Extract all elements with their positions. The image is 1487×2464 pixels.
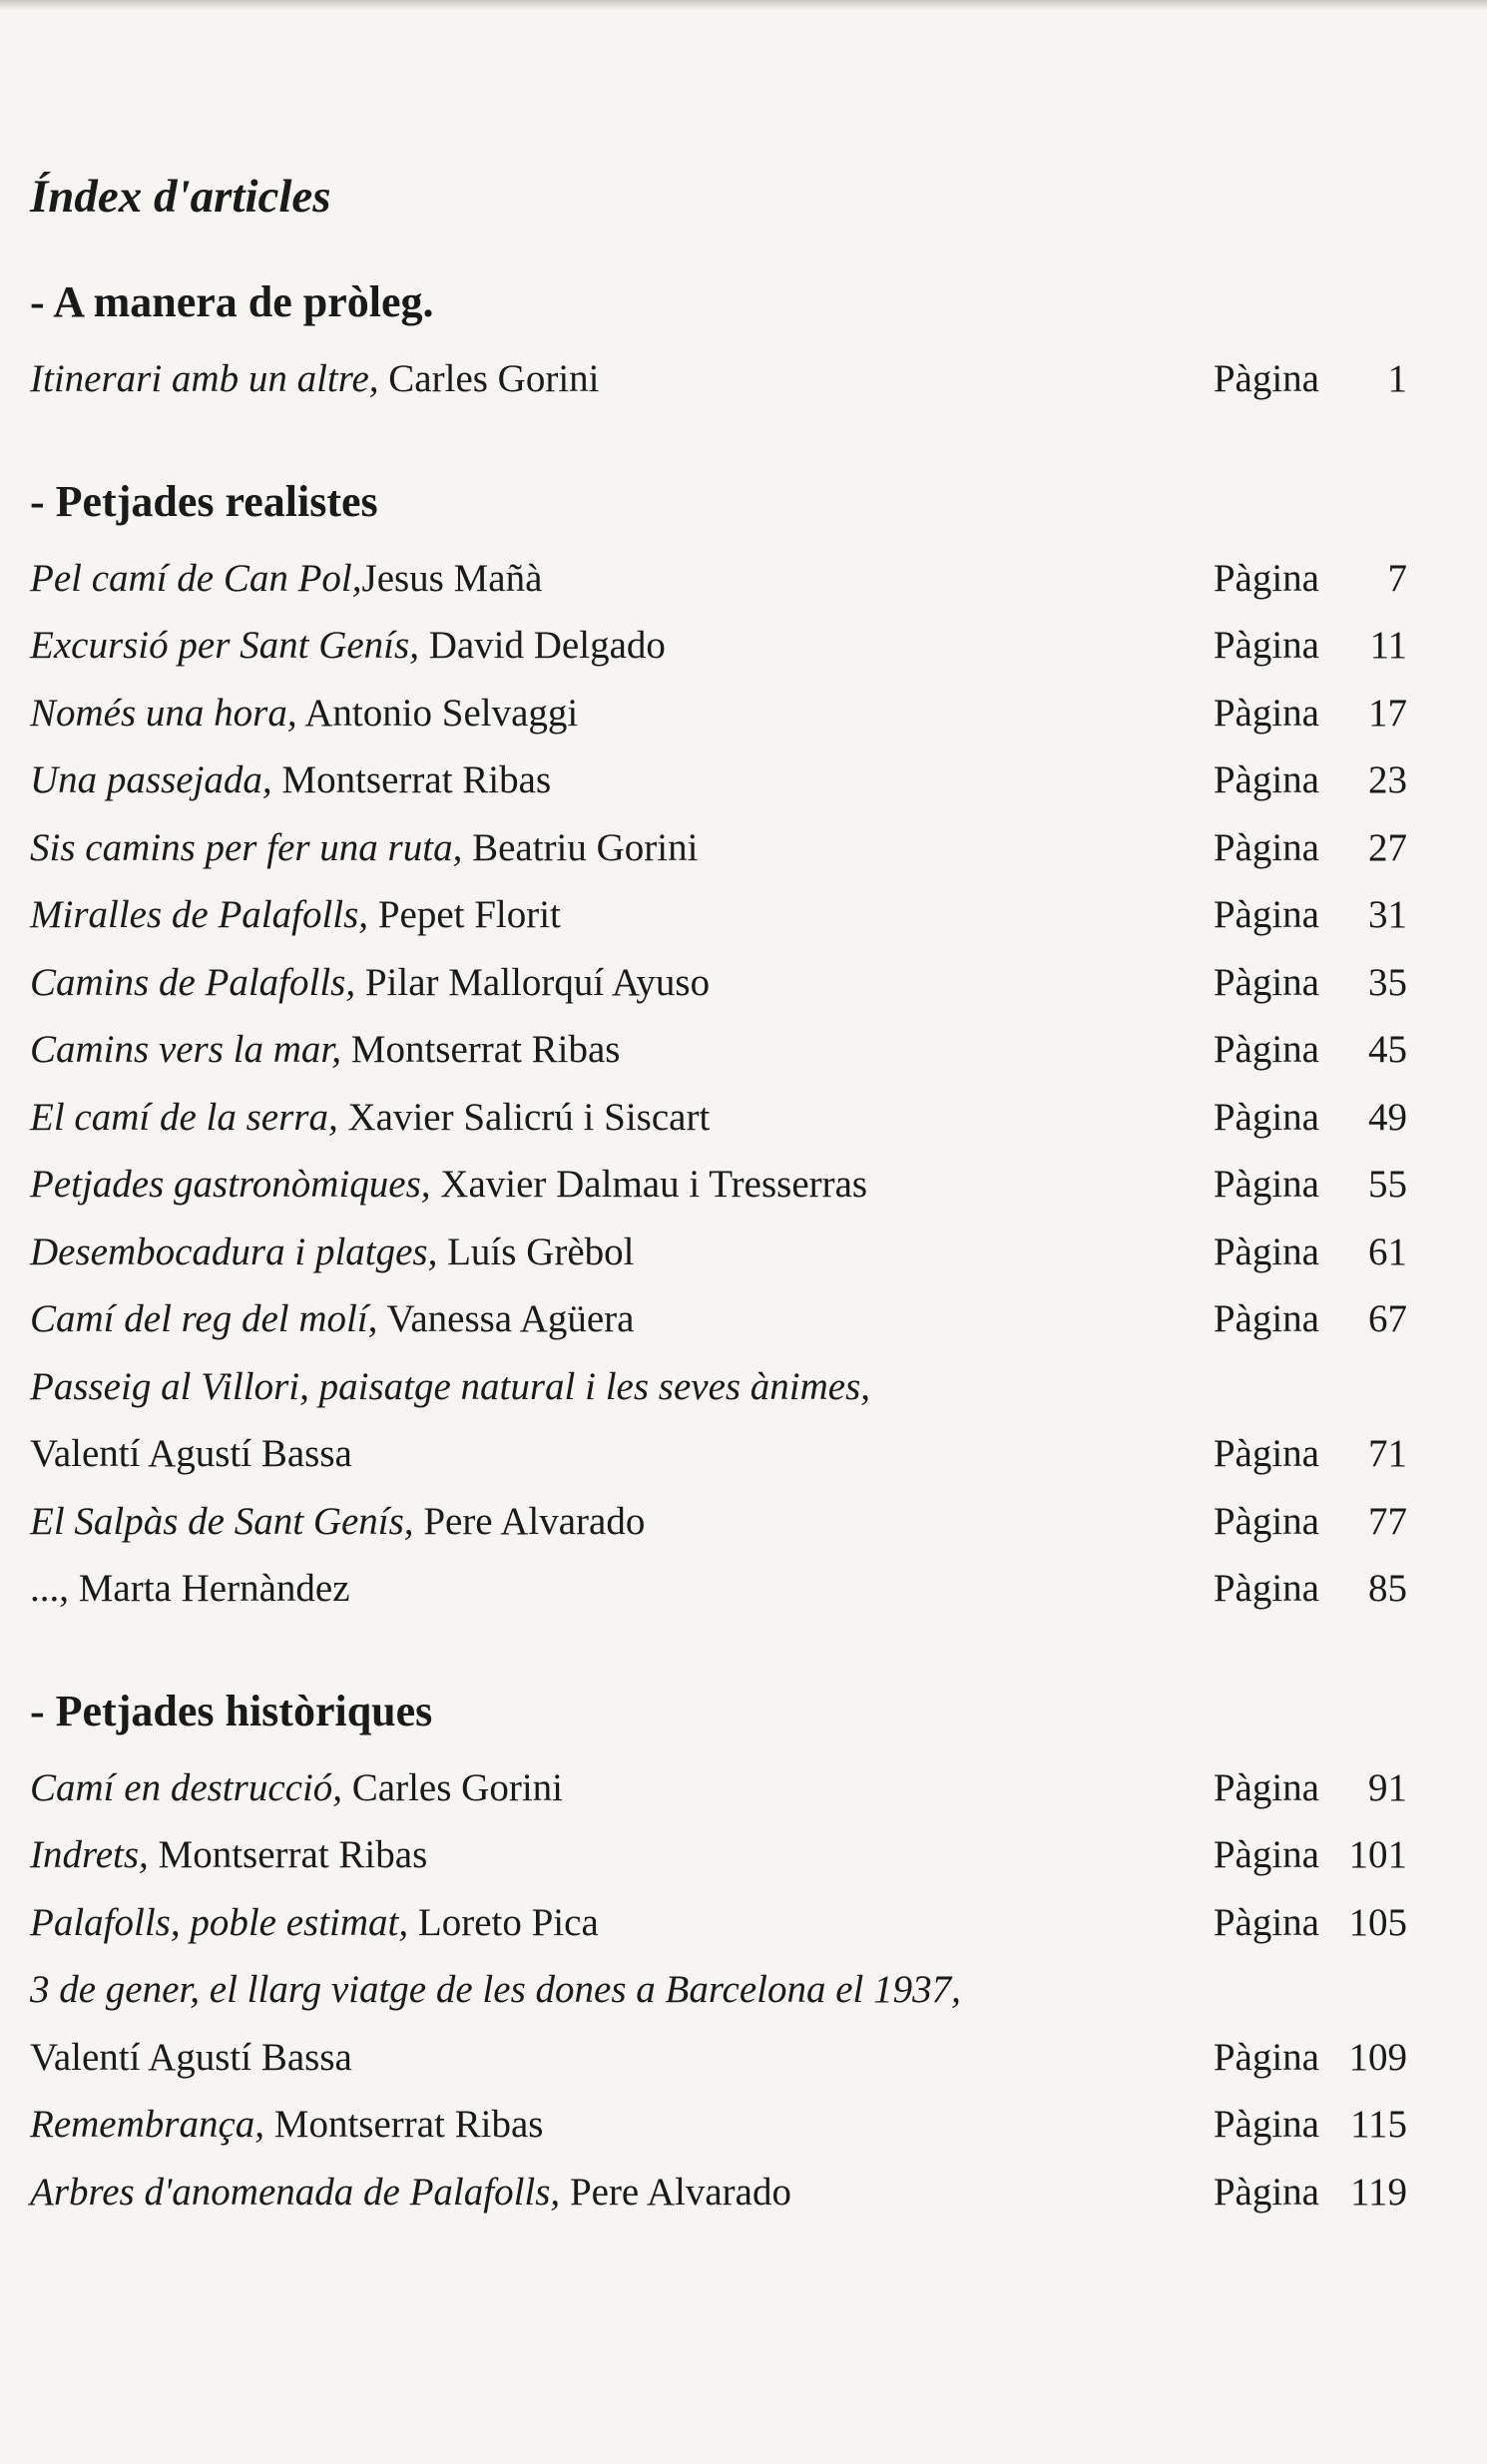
toc-entry	[30, 2091, 1407, 2159]
entry-text	[30, 1889, 599, 1957]
page-label: Pàgina	[1213, 2103, 1319, 2146]
section-heading: - Petjades realistes	[30, 476, 378, 526]
toc-entry	[30, 1754, 1407, 1822]
page-number: 67	[1368, 1297, 1407, 1340]
entry-author: Montserrat Ribas	[148, 1833, 428, 1876]
entry-text	[30, 2091, 543, 2159]
entry-text	[30, 949, 710, 1017]
page-number: 91	[1368, 1765, 1407, 1809]
entry-author: Pilar Mallorquí Ayuso	[355, 960, 711, 1004]
entry-title: Només una hora,	[30, 691, 297, 735]
toc-entry	[30, 1151, 1407, 1219]
page-number: 7	[1387, 556, 1407, 600]
page-label: Pàgina	[1213, 1297, 1319, 1340]
toc-entry	[30, 612, 1407, 680]
entry-text	[30, 1555, 350, 1623]
entry-title: El camí de la serra,	[30, 1095, 338, 1139]
entry-author: Pepet Florit	[368, 893, 561, 936]
entry-text	[30, 345, 600, 413]
entry-text	[30, 1151, 867, 1219]
page-number: 109	[1348, 2035, 1407, 2079]
entry-author: Antonio Selvaggi	[296, 691, 579, 735]
entry-title: Camins de Palafolls,	[30, 960, 356, 1004]
section-heading: - A manera de pròleg.	[30, 277, 434, 326]
section-heading: - Petjades històriques	[30, 1686, 433, 1735]
page-label: Pàgina	[1213, 556, 1319, 600]
page-number: 61	[1368, 1230, 1407, 1273]
entry-title-line: Passeig al Villori, paisatge natural i les seves ànimes,	[30, 1364, 871, 1408]
entry-title-line: 3 de gener, el llarg viatge de les dones a Barcelona el 1937,	[30, 1968, 961, 2011]
entry-title: Camí en destrucció,	[30, 1765, 343, 1809]
entry-text	[30, 1016, 621, 1084]
page-number: 105	[1348, 1900, 1407, 1944]
entry-text	[30, 680, 578, 747]
entry-text	[30, 1754, 563, 1822]
toc-entry	[30, 2159, 1407, 2226]
page-number: 71	[1368, 1432, 1407, 1475]
page-number: 49	[1368, 1095, 1407, 1139]
index-page	[30, 170, 1407, 2287]
entry-author: Valentí Agustí Bassa	[30, 1432, 352, 1475]
page-number: 85	[1368, 1567, 1407, 1610]
page-number: 55	[1368, 1163, 1407, 1206]
page-number: 77	[1368, 1499, 1407, 1543]
page-number: 1	[1387, 357, 1407, 400]
page-label: Pàgina	[1213, 758, 1319, 801]
page-number: 119	[1349, 2170, 1407, 2214]
entry-author: ..., Marta Hernàndez	[30, 1567, 350, 1610]
entry-text	[30, 881, 561, 949]
index-section	[30, 275, 1407, 413]
entry-title: Miralles de Palafolls,	[30, 893, 369, 936]
page-number: 115	[1349, 2103, 1407, 2146]
toc-entry	[30, 1420, 1407, 1488]
entry-author: David Delgado	[418, 624, 666, 667]
page-label: Pàgina	[1213, 825, 1319, 869]
index-title: Índex d'articles	[30, 171, 331, 223]
page-number: 35	[1368, 960, 1407, 1004]
index-section	[30, 1685, 1407, 2226]
entry-text	[30, 1420, 352, 1488]
page-label: Pàgina	[1213, 893, 1319, 936]
page-label: Pàgina	[1213, 1432, 1319, 1475]
page-label: Pàgina	[1213, 960, 1319, 1004]
entry-title: Una passejada,	[30, 758, 272, 801]
entry-text	[30, 612, 666, 680]
page-number: 45	[1368, 1028, 1407, 1071]
page-label: Pàgina	[1213, 1499, 1319, 1543]
entry-title: Itinerari amb un altre,	[30, 357, 379, 400]
toc-entry	[30, 1016, 1407, 1084]
entry-title: Remembrança,	[30, 2103, 265, 2146]
page-label: Pàgina	[1213, 1833, 1319, 1876]
entry-author: Luís Grèbol	[437, 1230, 635, 1273]
page-number: 17	[1368, 691, 1407, 735]
toc-entry	[30, 1219, 1407, 1286]
page-top-edge	[0, 0, 1487, 10]
entry-author: Pere Alvarado	[560, 2170, 791, 2214]
entry-author: Carles Gorini	[342, 1765, 563, 1809]
entry-author: Pere Alvarado	[413, 1499, 646, 1543]
entry-title: Desembocadura i platges,	[30, 1230, 438, 1273]
entry-title: Petjades gastronòmiques,	[30, 1163, 431, 1206]
page-number: 23	[1368, 758, 1407, 801]
page-label: Pàgina	[1213, 624, 1319, 667]
page-label: Pàgina	[1213, 357, 1319, 400]
entry-author: Beatriu Gorini	[462, 825, 699, 869]
toc-entry	[30, 545, 1407, 613]
entry-text	[30, 1285, 634, 1353]
page-number: 31	[1368, 893, 1407, 936]
page-label: Pàgina	[1213, 2170, 1319, 2214]
entry-author: Carles Gorini	[378, 357, 600, 400]
toc-entry	[30, 1555, 1407, 1623]
entry-title: Arbres d'anomenada de Palafolls,	[30, 2170, 561, 2214]
entry-author: Xavier Salicrú i Siscart	[337, 1095, 711, 1139]
entry-author: Loreto Pica	[408, 1900, 599, 1944]
entry-title: Camins vers la mar,	[30, 1028, 342, 1071]
page-number: 101	[1348, 1833, 1407, 1876]
toc-entry	[30, 814, 1407, 882]
toc-entry	[30, 1821, 1407, 1889]
entry-author: Montserrat Ribas	[271, 758, 552, 801]
entry-text	[30, 814, 698, 882]
toc-entry	[30, 345, 1407, 413]
index-section	[30, 475, 1407, 1623]
entry-author: Jesus Mañà	[361, 556, 543, 600]
page-label: Pàgina	[1213, 1900, 1319, 1944]
entry-text	[30, 1219, 635, 1286]
toc-entry	[30, 1488, 1407, 1556]
index-sections	[30, 275, 1407, 2225]
entry-title: Pel camí de Can Pol,	[30, 556, 362, 600]
toc-entry	[30, 746, 1407, 814]
toc-entry	[30, 680, 1407, 747]
entry-text	[30, 2159, 791, 2226]
toc-entry	[30, 881, 1407, 949]
toc-entry	[30, 1889, 1407, 1957]
page-number: 11	[1369, 624, 1407, 667]
toc-entry	[30, 1285, 1407, 1353]
entry-text	[30, 545, 542, 613]
entry-text	[30, 2024, 352, 2092]
toc-entry	[30, 2024, 1407, 2092]
page-number: 27	[1368, 825, 1407, 869]
entry-title: Palafolls, poble estimat,	[30, 1900, 409, 1944]
toc-entry	[30, 1084, 1407, 1152]
entry-text	[30, 1821, 427, 1889]
entry-text	[30, 746, 551, 814]
page-label: Pàgina	[1213, 1765, 1319, 1809]
toc-entry	[30, 949, 1407, 1017]
page-label: Pàgina	[1213, 1567, 1319, 1610]
entry-title: Excursió per Sant Genís,	[30, 624, 419, 667]
entry-text	[30, 1084, 710, 1152]
entry-title: Indrets,	[30, 1833, 149, 1876]
entry-author: Montserrat Ribas	[341, 1028, 621, 1071]
entry-author: Valentí Agustí Bassa	[30, 2035, 352, 2079]
entry-title: El Salpàs de Sant Genís,	[30, 1499, 414, 1543]
page-label: Pàgina	[1213, 2035, 1319, 2079]
entry-title: Sis camins per fer una ruta,	[30, 825, 463, 869]
page-label: Pàgina	[1213, 1095, 1319, 1139]
page-label: Pàgina	[1213, 691, 1319, 735]
page-label: Pàgina	[1213, 1230, 1319, 1273]
entry-author: Vanessa Agüera	[377, 1297, 635, 1340]
entry-text	[30, 1488, 645, 1556]
entry-author: Montserrat Ribas	[264, 2103, 544, 2146]
page-label: Pàgina	[1213, 1028, 1319, 1071]
entry-title: Camí del reg del molí,	[30, 1297, 378, 1340]
entry-author: Xavier Dalmau i Tresserras	[430, 1163, 868, 1206]
page-label: Pàgina	[1213, 1163, 1319, 1206]
